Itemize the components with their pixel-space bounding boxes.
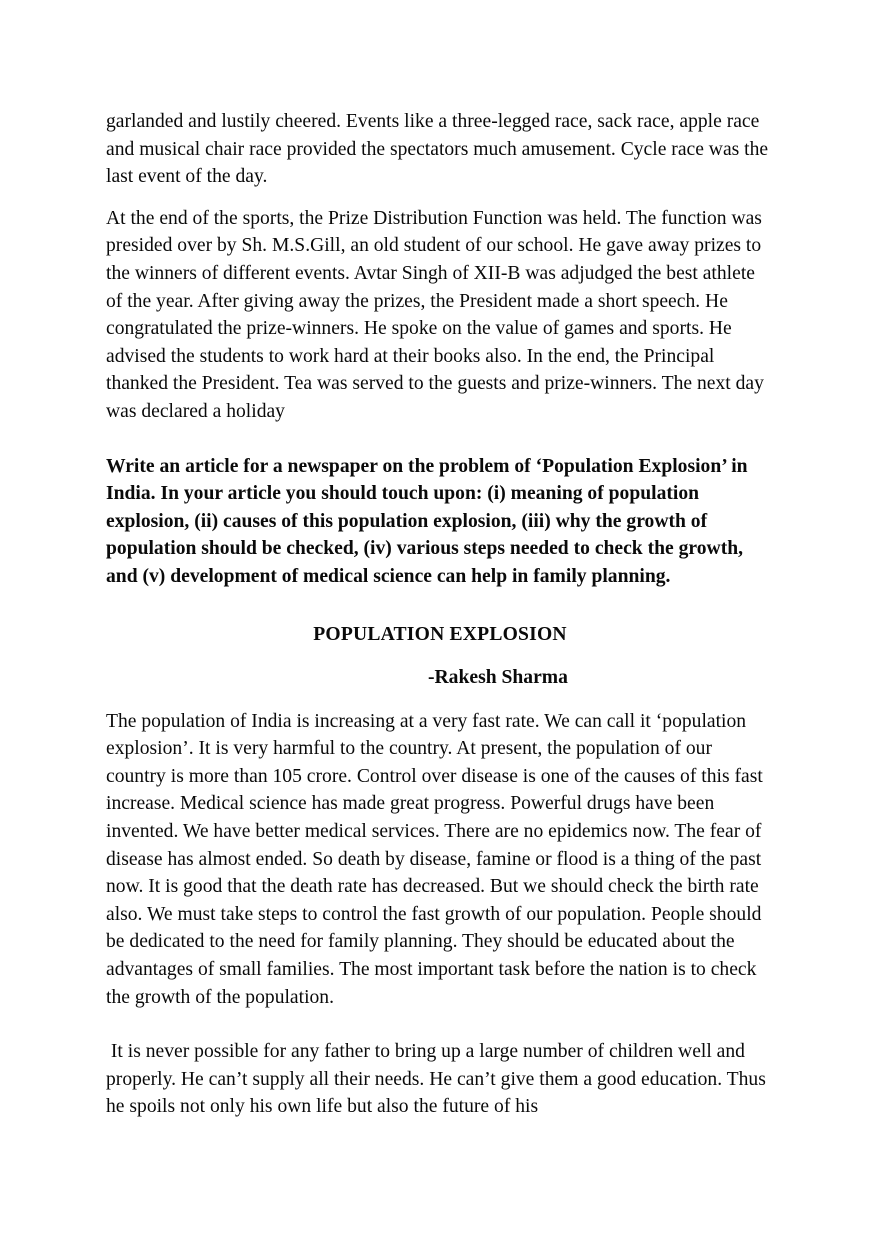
- spacer-before-title: [106, 605, 774, 621]
- paragraph-article-body-1: The population of India is increasing at a very fast rate. We can call it ‘population explosion’. It is very harmful to the country. At present, the population of our country is more than 105 crore. Control over disease is one of the causes of this fast increase. Medical science has made great progress. Powerful drugs have been invented. We have better medical services. There are no epidemics now. The fear of disease has almost ended. So death by disease, famine or flood is a thing of the past now. It is good that the death rate has decreased. But we should check the birth rate also. We must take steps to control the fast growth of our population. People should be dedicated to the need for family planning. They should be educated about the advantages of small families. The most important task before the nation is to check the growth of the population.: [106, 710, 768, 1008]
- spacer-before-byline: [106, 648, 774, 664]
- paragraph-prize-distribution: At the end of the sports, the Prize Distribution Function was held. The function was presided over by Sh. M.S.Gill, an old student of our school. He gave away prizes to the winners of different events. Avtar Singh of XII-B was adjudged the best athlete of the year. After giving away the prizes, the President made a short speech. He congratulated the prize-winners. He spoke on the value of games and sports. He advised the students to work hard at their books also. In the end, the Principal thanked the President. Tea was served to the guests and prize-winners. The next day was declared a holiday: [106, 207, 769, 422]
- article-title: POPULATION EXPLOSION: [313, 623, 567, 645]
- paragraph-sports-events: garlanded and lustily cheered. Events like a three-legged race, sack race, apple race and musical chair race provided the spectators much amusement. Cycle race was the last event of the day.: [106, 111, 774, 188]
- spacer-before-question: [106, 440, 774, 453]
- question-prompt-paragraph: Write an article for a newspaper on the problem of ‘Population Explosion’ in India. In your article you should touch upon: (i) meaning of population explosion, (ii) causes of this population explosion, (iii) why the growth of population should be checked, (iv) various steps needed to check the growth, and (v) development of medical science can help in family planning.: [106, 455, 753, 587]
- spacer-before-body: [106, 692, 774, 708]
- paragraph-article-body-2: It is never possible for any father to bring up a large number of children well and properly. He can’t supply all their needs. He can’t give them a good education. Thus he spoils not only his own life but also the future of his: [106, 1041, 771, 1118]
- document-text-column: [106, 108, 774, 1135]
- article-byline: -Rakesh Sharma: [428, 667, 568, 689]
- spacer-between-body-paragraphs: [106, 1025, 774, 1038]
